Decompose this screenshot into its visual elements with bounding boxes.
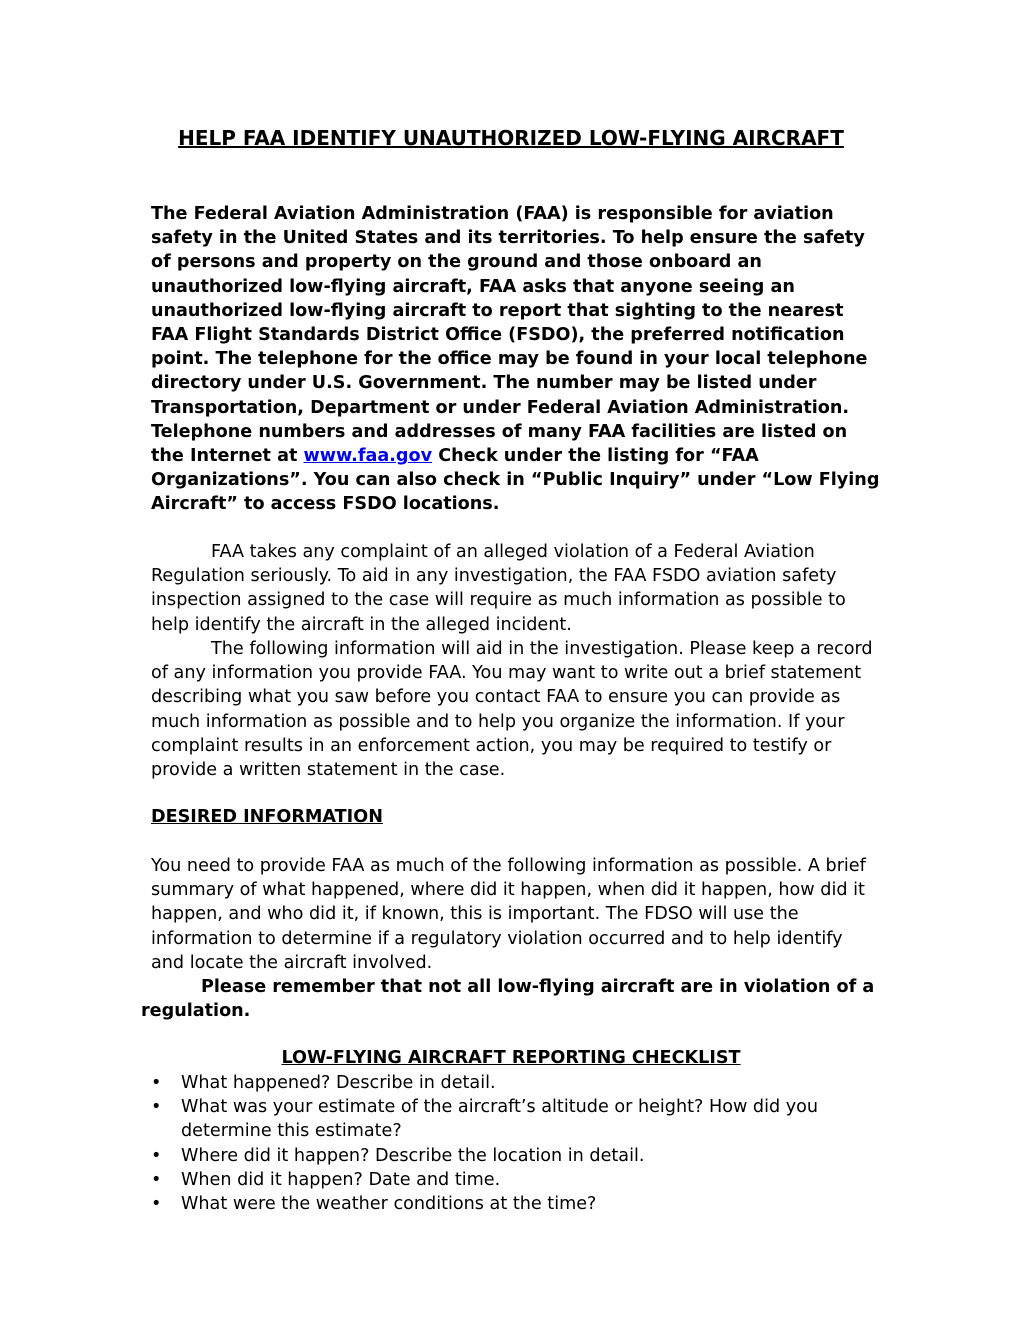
checklist-item-text: What were the weather conditions at the time? (181, 1194, 597, 1215)
intro-paragraph (151, 202, 881, 517)
bullet-icon: • (151, 1169, 162, 1190)
bullet-icon: • (151, 1145, 162, 1166)
information-paragraph: The following information will aid in the investigation. Please keep a record of any information you provide FAA. You may want to write out a brief statement describing what you saw before you contact FAA to ensure you can provide as much information as possible and to help you organize the information. If your complaint results in an enforcement action, you may be required to testify or provide a written statement in the case. (151, 639, 873, 781)
faa-website-link[interactable]: www.faa.gov (303, 446, 433, 467)
bullet-icon: • (151, 1097, 162, 1118)
checklist-item (151, 1071, 871, 1095)
reporting-checklist (151, 1071, 871, 1216)
checklist-item (151, 1168, 871, 1192)
checklist-item-text: What happened? Describe in detail. (181, 1073, 496, 1093)
checklist-item-text: When did it happen? Date and time. (181, 1169, 501, 1190)
bullet-icon: • (151, 1073, 162, 1093)
intro-text-after-link: Check under the listing for “FAA Organizations”. You can also check in “Public Inquiry” under “Low Flying Aircraft” to access FSDO locations. (151, 446, 880, 515)
checklist-item (151, 1144, 871, 1168)
checklist-item (151, 1192, 871, 1216)
bullet-icon: • (151, 1194, 162, 1215)
checklist-item-text: What was your estimate of the aircraft’s altitude or height? How did you determine this estimate? (181, 1097, 819, 1142)
reminder-paragraph: Please remember that not all low-flying aircraft are in violation of a regulation. (141, 977, 875, 1022)
intro-text-before-link: The Federal Aviation Administration (FAA) is responsible for aviation safety in the United States and its territories. To help ensure the safety of persons and property on the ground and those onboard an unauthorized low-flying aircraft, FAA asks that anyone seeing an unauthorized low-flying aircraft to report that sighting to the nearest FAA Flight Standards District Office (FSDO), the preferred notification point. The telephone for the office may be found in your local telephone directory under U.S. Government. The number may be listed under Transportation, Department or under Federal Aviation Administration. Telephone numbers and addresses of many FAA facilities are listed on the Internet at (151, 204, 868, 467)
desired-information-heading: DESIRED INFORMATION (151, 807, 383, 827)
document-title: HELP FAA IDENTIFY UNAUTHORIZED LOW-FLYING AIRCRAFT (178, 126, 844, 150)
complaint-paragraph: FAA takes any complaint of an alleged violation of a Federal Aviation Regulation seriously. To aid in any investigation, the FAA FSDO aviation safety inspection assigned to the case will require as much information as possible to help identify the aircraft in the alleged incident. (151, 542, 846, 635)
checklist-item-text: Where did it happen? Describe the location in detail. (181, 1145, 645, 1166)
checklist-item (151, 1095, 871, 1143)
checklist-title: LOW-FLYING AIRCRAFT REPORTING CHECKLIST (281, 1048, 741, 1068)
provide-information-paragraph: You need to provide FAA as much of the following information as possible. A brief summary of what happened, where did it happen, when did it happen, how did it happen, and who did it, if known, this is important. The FDSO will use the information to determine if a regulatory violation occurred and to help identify and locate the aircraft involved. (151, 856, 866, 973)
